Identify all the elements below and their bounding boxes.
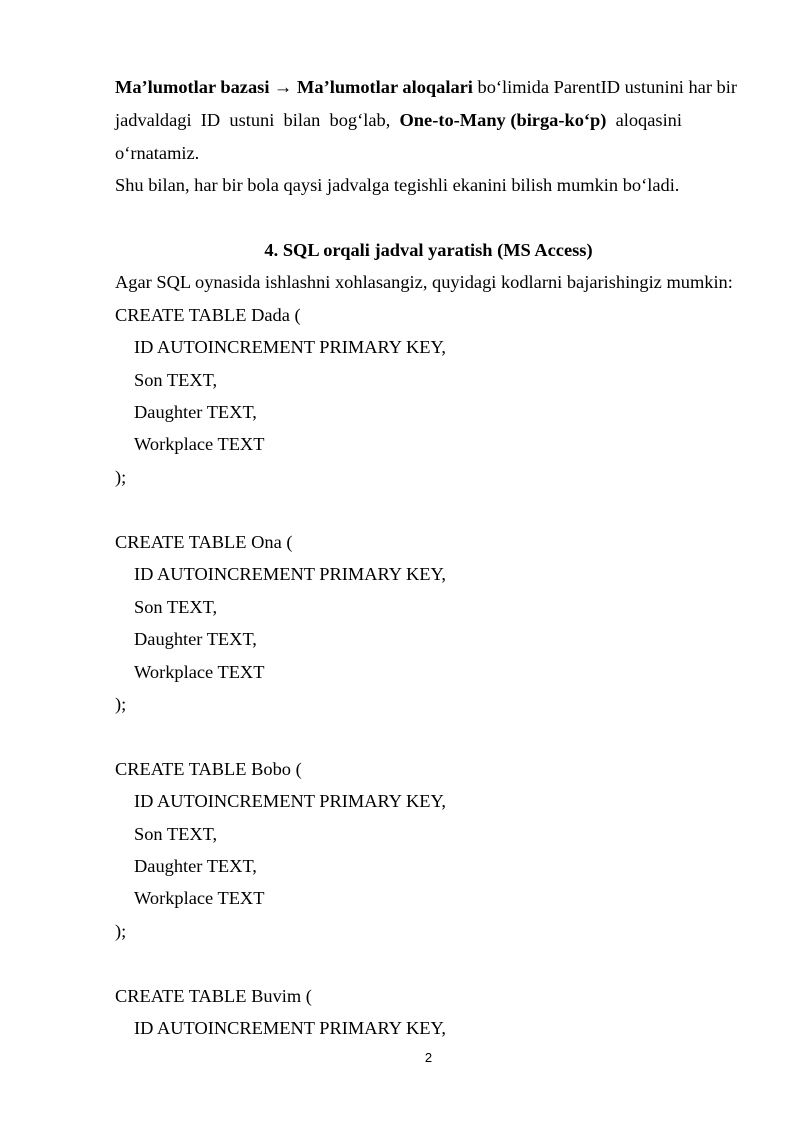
paragraph-line-1 [115, 75, 737, 99]
sql-column-line: Son TEXT, [134, 597, 218, 617]
sql-create-buvim: CREATE TABLE Buvim ( [115, 986, 312, 1006]
sql-column-line: Son TEXT, [134, 824, 218, 844]
page-number: 2 [424, 1050, 433, 1065]
sql-column-line: Workplace TEXT [134, 662, 265, 682]
sql-column-line: ID AUTOINCREMENT PRIMARY KEY, [134, 791, 446, 811]
sql-column-line: Daughter TEXT, [134, 856, 257, 876]
paragraph-text: aloqasini [606, 110, 682, 130]
bold-term-database: Ma’lumotlar bazasi [115, 77, 270, 97]
sql-create-dada: CREATE TABLE Dada ( [115, 305, 301, 325]
sql-close-line: ); [115, 921, 127, 941]
sql-column-line: Workplace TEXT [134, 888, 265, 908]
bold-term-one-to-many: One-to-Many (birga-ko‘p) [399, 110, 607, 130]
sql-column-line: Workplace TEXT [134, 434, 265, 454]
paragraph-line-4: Shu bilan, har bir bola qaysi jadvalga tegishli ekanini bilish mumkin bo‘ladi. [115, 175, 680, 195]
sql-column-line: Son TEXT, [134, 370, 218, 390]
sql-close-line: ); [115, 694, 127, 714]
sql-close-line: ); [115, 467, 127, 487]
intro-text: Agar SQL oynasida ishlashni xohlasangiz, quyidagi kodlarni bajarishingiz mumkin: [115, 272, 733, 292]
sql-column-line: ID AUTOINCREMENT PRIMARY KEY, [134, 1018, 446, 1038]
paragraph-line-3: o‘rnatamiz. [115, 143, 200, 163]
sql-column-line: ID AUTOINCREMENT PRIMARY KEY, [134, 564, 446, 584]
bold-term-relations: Ma’lumotlar aloqalari [297, 77, 473, 97]
paragraph-text: jadvaldagi ID ustuni bilan bog‘lab, [115, 110, 400, 130]
paragraph-line-2 [115, 108, 682, 132]
sql-column-line: ID AUTOINCREMENT PRIMARY KEY, [134, 337, 446, 357]
arrow-text: → [269, 77, 298, 97]
sql-column-line: Daughter TEXT, [134, 402, 257, 422]
sql-column-line: Daughter TEXT, [134, 629, 257, 649]
sql-create-ona: CREATE TABLE Ona ( [115, 532, 293, 552]
section-heading: 4. SQL orqali jadval yaratish (MS Access) [264, 240, 593, 260]
sql-create-bobo: CREATE TABLE Bobo ( [115, 759, 302, 779]
paragraph-text: bo‘limida ParentID ustunini har bir [472, 77, 737, 97]
